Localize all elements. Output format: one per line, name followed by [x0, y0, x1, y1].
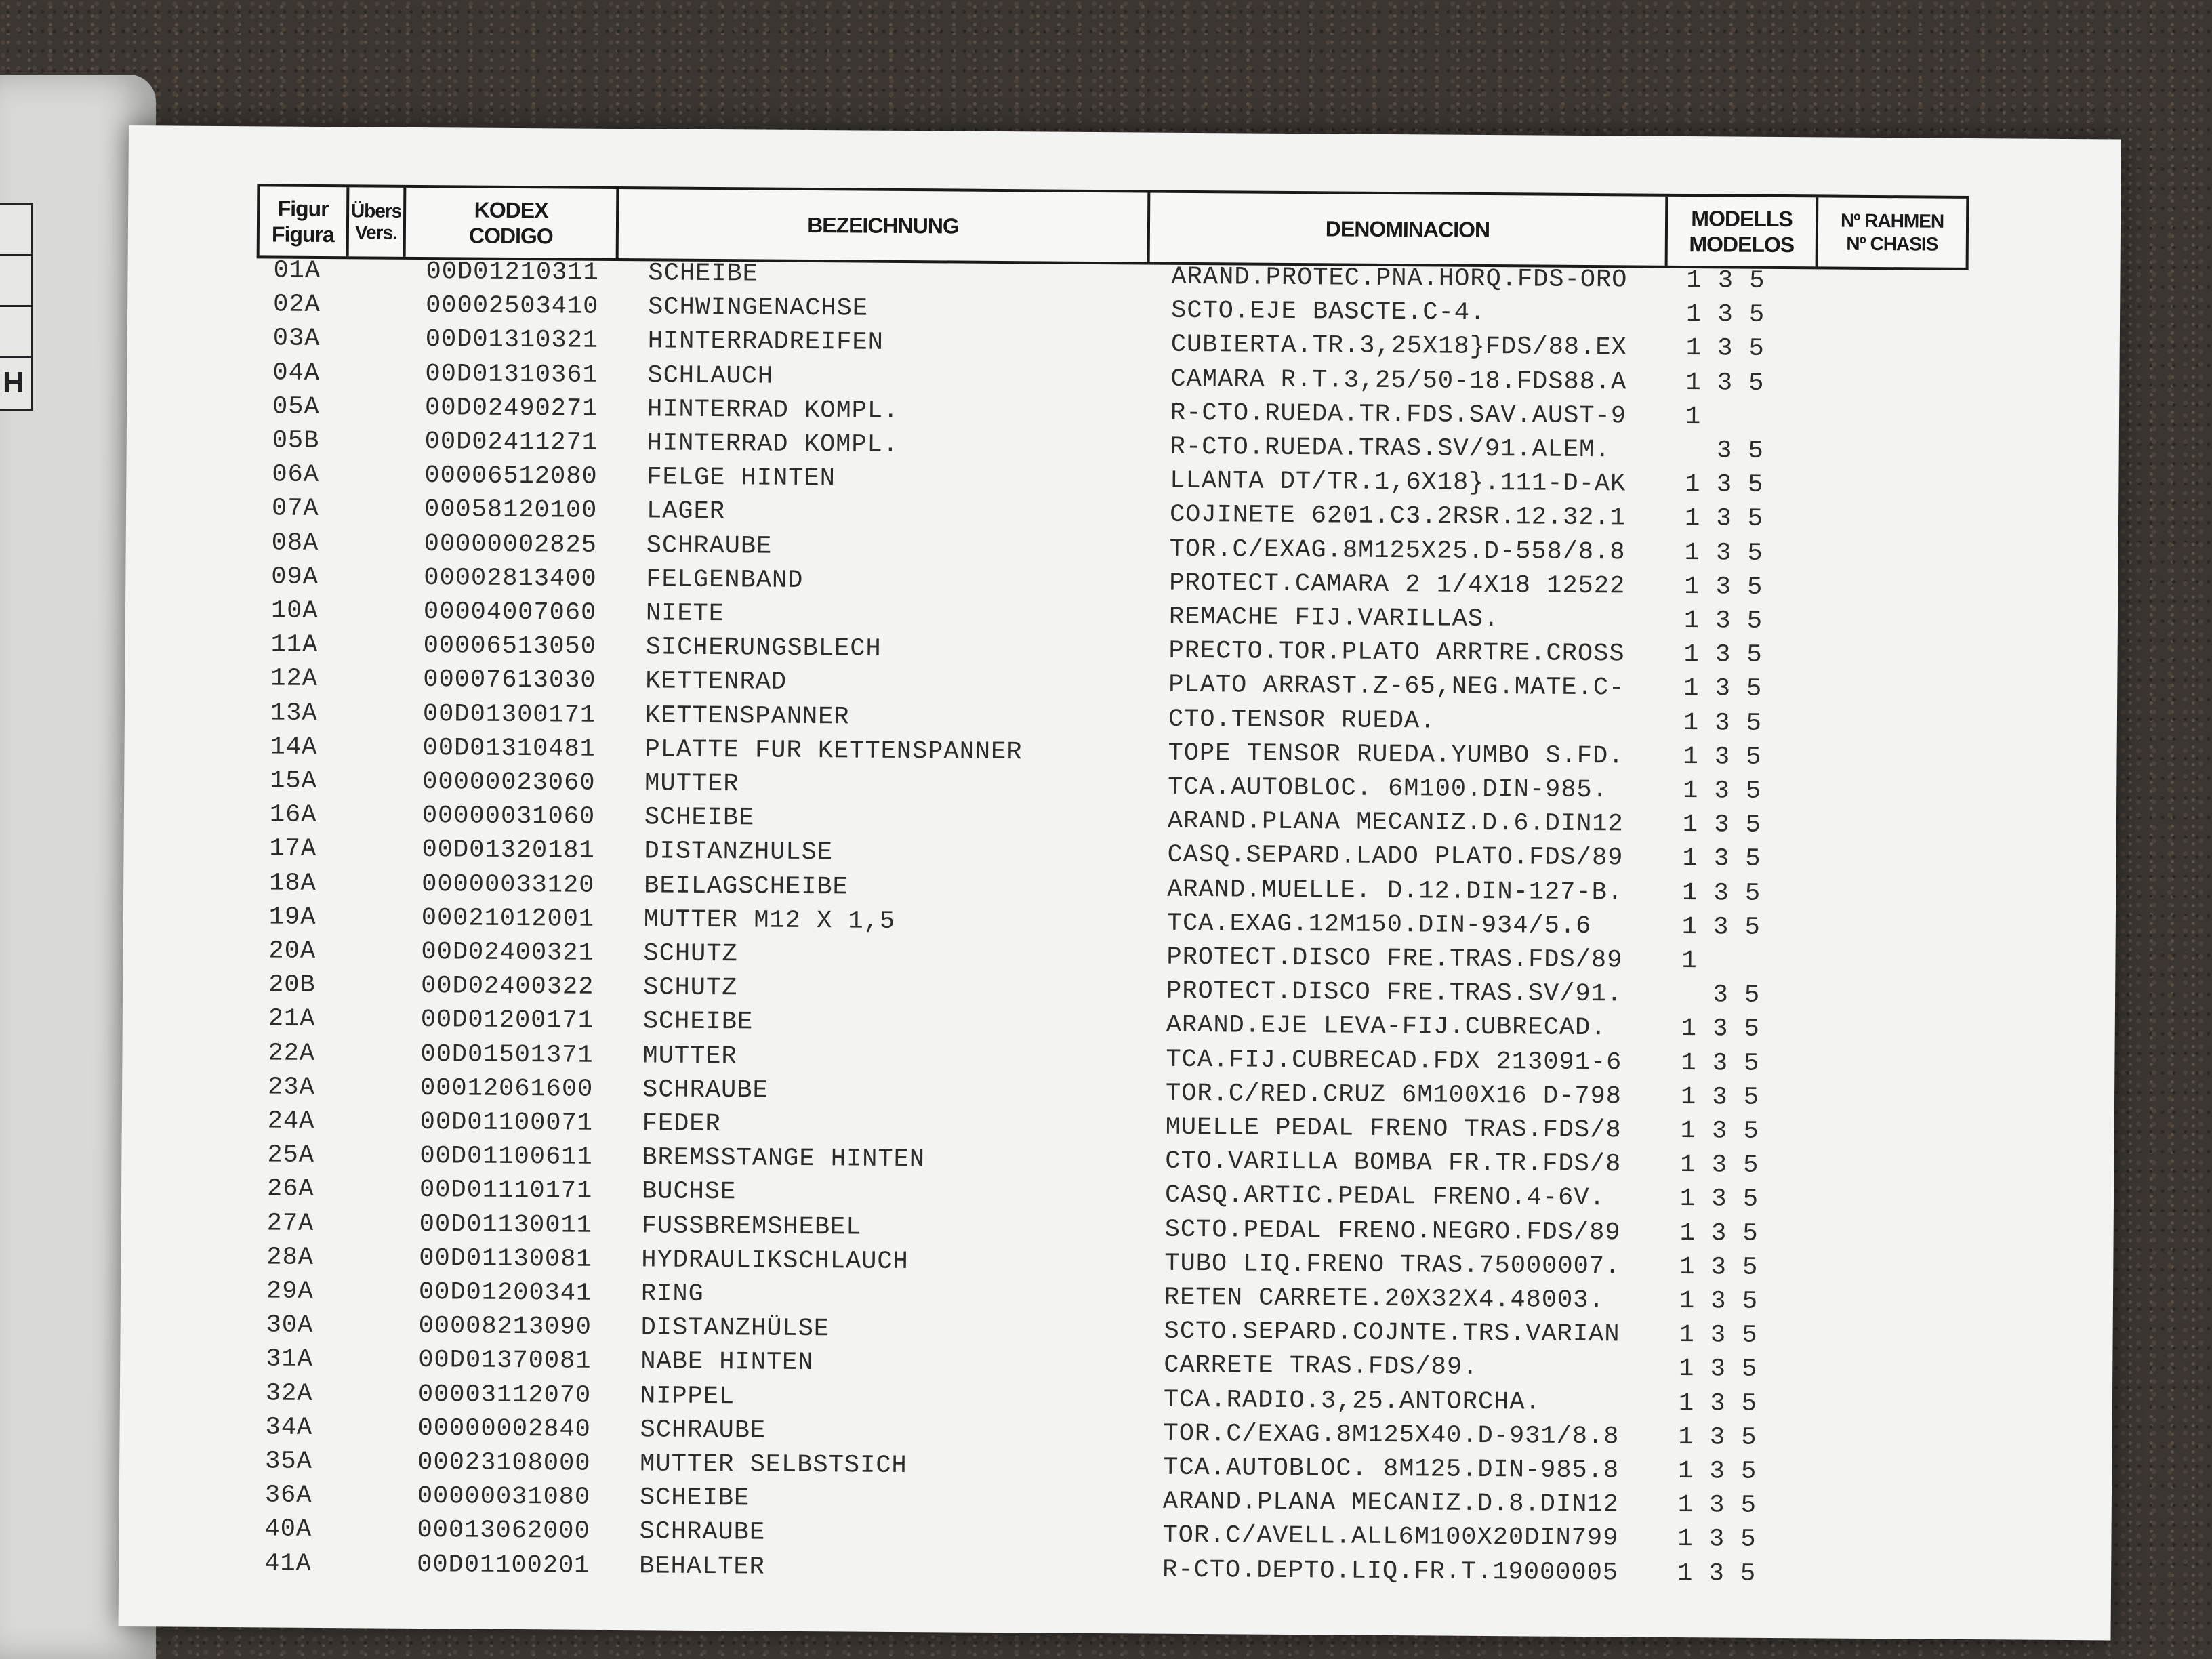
- denominacion-cell: CASQ.ARTIC.PEDAL FRENO.4-6V.: [1164, 1181, 1605, 1213]
- models-cell: 1 3 5: [1677, 1491, 1757, 1521]
- denominacion-cell: TCA.AUTOBLOC. 8M125.DIN-985.8: [1163, 1453, 1620, 1486]
- figure-cell: 07A: [271, 494, 319, 524]
- bezeichnung-cell: MUTTER M12 X 1,5: [643, 905, 896, 936]
- figure-cell: 17A: [269, 834, 317, 864]
- header-figur: [260, 186, 350, 256]
- figure-cell: 12A: [270, 664, 319, 694]
- code-cell: 00D01310321: [425, 325, 599, 356]
- bezeichnung-cell: SCHRAUBE: [642, 1076, 769, 1105]
- denominacion-cell: TOR.C/AVELL.ALL6M100X20DIN799: [1162, 1521, 1619, 1553]
- bezeichnung-cell: NIETE: [645, 599, 725, 629]
- code-cell: 00D02400322: [420, 972, 594, 1002]
- code-cell: 00002813400: [424, 563, 597, 594]
- code-cell: 00023108000: [417, 1448, 591, 1478]
- figure-cell: 01A: [273, 256, 321, 285]
- figure-cell: 36A: [264, 1481, 312, 1511]
- bezeichnung-cell: KETTENRAD: [645, 667, 787, 697]
- figure-cell: 26A: [266, 1174, 314, 1204]
- models-cell: 1 3 5: [1679, 1252, 1759, 1282]
- code-cell: 00D01100201: [417, 1550, 590, 1580]
- figure-cell: 05B: [272, 426, 320, 455]
- denominacion-cell: CAMARA R.T.3,25/50-18.FDS88.A: [1170, 365, 1627, 397]
- figure-cell: 30A: [266, 1311, 314, 1340]
- denominacion-cell: CTO.VARILLA BOMBA FR.TR.FDS/8: [1165, 1147, 1622, 1179]
- models-cell: 1 3 5: [1679, 1185, 1759, 1214]
- bezeichnung-cell: DISTANZHÜLSE: [640, 1313, 830, 1344]
- code-cell: 00D01320181: [422, 836, 595, 866]
- denominacion-cell: SCTO.SEPARD.COJNTE.TRS.VARIAN: [1164, 1317, 1620, 1349]
- denominacion-cell: ARAND.EJE LEVA-FIJ.CUBRECAD.: [1166, 1011, 1607, 1043]
- code-cell: 00000023060: [422, 768, 596, 798]
- models-cell: 1 3 5: [1682, 844, 1761, 874]
- figure-cell: 16A: [269, 800, 317, 830]
- figure-cell: 11A: [270, 630, 319, 660]
- models-cell: 1 3 5: [1683, 708, 1763, 738]
- code-cell: 00D01310481: [422, 733, 596, 764]
- code-cell: 00013062000: [417, 1516, 590, 1547]
- header-modells-de: MODELLS: [1691, 206, 1793, 232]
- code-cell: 00006512080: [424, 462, 598, 492]
- models-cell: 1 3 5: [1683, 777, 1762, 806]
- bezeichnung-cell: SCHEIBE: [642, 1007, 754, 1037]
- models-cell: 1 3 5: [1682, 811, 1762, 840]
- denominacion-cell: TOR.C/RED.CRUZ 6M100X16 D-798: [1165, 1079, 1622, 1111]
- header-rahmen: [1818, 197, 1967, 268]
- denominacion-cell: SCTO.PEDAL FRENO.NEGRO.FDS/89: [1164, 1215, 1621, 1248]
- denominacion-cell: TCA.EXAG.12M150.DIN-934/5.6: [1166, 909, 1592, 941]
- models-cell: 1 3 5: [1679, 1321, 1758, 1351]
- code-cell: 00006513050: [423, 632, 597, 662]
- code-cell: 00D01370081: [418, 1346, 592, 1376]
- models-cell: 3 5: [1685, 436, 1764, 466]
- denominacion-cell: ARAND.MUELLE. D.12.DIN-127-B.: [1167, 875, 1624, 907]
- bezeichnung-cell: SCHRAUBE: [646, 531, 773, 561]
- header-rahmen-de: Nº RAHMEN: [1840, 209, 1944, 232]
- bezeichnung-cell: HINTERRAD KOMPL.: [647, 395, 899, 426]
- models-cell: 1 3 5: [1686, 266, 1765, 295]
- figure-cell: 13A: [270, 699, 318, 728]
- code-cell: 00D01200341: [418, 1278, 592, 1308]
- code-cell: 00D01300171: [422, 699, 596, 730]
- denominacion-cell: TCA.FIJ.CUBRECAD.FDX 213091-6: [1166, 1045, 1622, 1078]
- header-kodex: [406, 188, 619, 258]
- code-cell: 00D02490271: [424, 393, 598, 424]
- code-cell: 00000031080: [417, 1482, 591, 1512]
- denominacion-cell: TUBO LIQ.FRENO TRAS.75000007.: [1164, 1249, 1621, 1282]
- header-ubers-de: Übers: [350, 200, 402, 222]
- denominacion-cell: REMACHE FIJ.VARILLAS.: [1168, 602, 1500, 634]
- models-cell: 1 3 5: [1681, 1015, 1760, 1044]
- bezeichnung-cell: MUTTER SELBSTSICH: [640, 1450, 907, 1481]
- figure-cell: 05A: [272, 392, 320, 422]
- code-cell: 00000033120: [422, 869, 595, 900]
- bezeichnung-cell: SCHEIBE: [648, 259, 759, 289]
- denominacion-cell: MUELLE PEDAL FRENO TRAS.FDS/8: [1165, 1113, 1622, 1145]
- code-cell: 00021012001: [421, 903, 595, 934]
- denominacion-cell: CASQ.SEPARD.LADO PLATO.FDS/89: [1167, 841, 1624, 873]
- bezeichnung-cell: DISTANZHULSE: [644, 837, 834, 867]
- models-cell: 1 3 5: [1685, 334, 1765, 364]
- models-cell: 1 3 5: [1677, 1559, 1757, 1589]
- bezeichnung-cell: FELGENBAND: [646, 565, 804, 595]
- header-kodex-de: KODEX: [474, 197, 548, 223]
- figure-cell: 18A: [269, 869, 316, 898]
- figure-cell: 41A: [264, 1549, 312, 1578]
- figure-cell: 29A: [266, 1277, 314, 1306]
- bezeichnung-cell: HINTERRAD KOMPL.: [647, 429, 899, 459]
- models-cell: 1 3 5: [1679, 1218, 1759, 1248]
- figure-cell: 35A: [265, 1447, 313, 1476]
- denominacion-cell: CARRETE TRAS.FDS/89.: [1164, 1351, 1479, 1382]
- bezeichnung-cell: SCHEIBE: [644, 803, 755, 833]
- models-cell: 3 5: [1681, 981, 1761, 1010]
- bezeichnung-cell: BEHALTER: [639, 1551, 765, 1582]
- models-cell: 1: [1681, 947, 1698, 976]
- bezeichnung-cell: BREMSSTANGE HINTEN: [642, 1143, 926, 1174]
- figure-cell: 34A: [265, 1413, 313, 1442]
- figure-cell: 15A: [270, 766, 318, 796]
- bezeichnung-cell: FELGE HINTEN: [647, 463, 836, 493]
- bezeichnung-cell: MUTTER: [642, 1041, 737, 1071]
- figure-cell: 06A: [272, 460, 320, 490]
- figure-cell: 27A: [266, 1209, 314, 1238]
- models-cell: 1 3 5: [1679, 1287, 1759, 1316]
- code-cell: 00D01100611: [419, 1142, 593, 1172]
- denominacion-cell: TCA.AUTOBLOC. 6M100.DIN-985.: [1168, 773, 1609, 805]
- denominacion-cell: TOR.C/EXAG.8M125X25.D-558/8.8: [1169, 535, 1626, 567]
- table-header: [257, 184, 1969, 270]
- code-cell: 00058120100: [424, 495, 598, 526]
- figure-cell: 09A: [271, 562, 319, 592]
- header-denominacion: DENOMINACION: [1150, 193, 1668, 266]
- figure-cell: 10A: [270, 596, 319, 626]
- parts-list-page: [119, 125, 2121, 1640]
- bezeichnung-cell: NABE HINTEN: [640, 1347, 814, 1378]
- code-cell: 00D01100071: [419, 1108, 594, 1138]
- bezeichnung-cell: HINTERRADREIFEN: [647, 327, 884, 358]
- figure-cell: 31A: [266, 1345, 314, 1374]
- code-cell: 00000031060: [422, 802, 596, 832]
- left-tab-letter: H: [3, 366, 24, 399]
- denominacion-cell: PROTECT.CAMARA 2 1/4X18 12522: [1169, 569, 1626, 601]
- denominacion-cell: RETEN CARRETE.20X32X4.48003.: [1164, 1283, 1605, 1315]
- code-cell: 00008213090: [418, 1312, 592, 1342]
- models-cell: 1 3 5: [1685, 470, 1764, 500]
- bezeichnung-cell: SCHUTZ: [642, 973, 738, 1003]
- header-vers: Vers.: [354, 222, 397, 243]
- bezeichnung-cell: KETTENSPANNER: [644, 701, 850, 732]
- models-cell: 1 3 5: [1683, 607, 1763, 636]
- bezeichnung-cell: LAGER: [646, 497, 726, 527]
- denominacion-cell: PLATO ARRAST.Z-65,NEG.MATE.C-: [1168, 671, 1625, 703]
- bezeichnung-cell: BUCHSE: [641, 1177, 737, 1207]
- bezeichnung-cell: SICHERUNGSBLECH: [645, 633, 882, 663]
- bezeichnung-cell: BEILAGSCHEIBE: [644, 871, 848, 902]
- models-cell: 1 3 5: [1679, 1355, 1758, 1385]
- header-figur-es: Figura: [271, 222, 334, 247]
- models-cell: 1 3 5: [1678, 1389, 1758, 1418]
- models-cell: 1 3 5: [1680, 1082, 1760, 1112]
- figure-cell: 03A: [272, 324, 321, 354]
- code-cell: 00003112070: [417, 1380, 592, 1410]
- models-cell: 1 3 5: [1685, 300, 1765, 330]
- header-bezeichnung: BEZEICHNUNG: [619, 189, 1151, 262]
- bezeichnung-cell: SCHUTZ: [643, 939, 738, 969]
- denominacion-cell: ARAND.PLANA MECANIZ.D.8.DIN12: [1162, 1487, 1619, 1519]
- figure-cell: 32A: [265, 1379, 313, 1408]
- denominacion-cell: PROTECT.DISCO FRE.TRAS.FDS/89: [1166, 943, 1623, 975]
- models-cell: 1 3 5: [1682, 878, 1761, 908]
- models-cell: 1 3 5: [1680, 1151, 1759, 1181]
- code-cell: 00004007060: [423, 598, 597, 628]
- header-ubers: [349, 187, 407, 257]
- models-cell: 1 3 5: [1683, 742, 1762, 772]
- bezeichnung-cell: SCHEIBE: [639, 1483, 750, 1513]
- header-modells: [1668, 197, 1819, 267]
- code-cell: 00D01110171: [419, 1176, 593, 1206]
- header-chasis-es: Nº CHASIS: [1846, 232, 1938, 255]
- bezeichnung-cell: PLATTE FUR KETTENSPANNER: [644, 735, 1023, 767]
- code-cell: 00D01130011: [419, 1210, 593, 1240]
- denominacion-cell: LLANTA DT/TR.1,6X18}.111-D-AK: [1170, 466, 1626, 499]
- models-cell: 1 3 5: [1684, 504, 1764, 534]
- denominacion-cell: PRECTO.TOR.PLATO ARRTRE.CROSS: [1168, 636, 1625, 669]
- bezeichnung-cell: SCHWINGENACHSE: [647, 293, 869, 323]
- figure-cell: 28A: [266, 1243, 314, 1272]
- figure-cell: 14A: [270, 733, 318, 762]
- denominacion-cell: PROTECT.DISCO FRE.TRAS.SV/91.: [1166, 977, 1623, 1009]
- bezeichnung-cell: SCHRAUBE: [640, 1416, 766, 1446]
- code-cell: 00D02411271: [424, 428, 598, 457]
- figure-cell: 08A: [271, 529, 319, 558]
- figure-cell: 23A: [267, 1073, 315, 1102]
- models-cell: 1 3 5: [1685, 368, 1765, 398]
- denominacion-cell: CTO.TENSOR RUEDA.: [1168, 705, 1436, 736]
- bezeichnung-cell: SCHLAUCH: [647, 361, 774, 391]
- denominacion-cell: R-CTO.DEPTO.LIQ.FR.T.19000005: [1162, 1555, 1619, 1587]
- figure-cell: 20B: [268, 970, 316, 1000]
- denominacion-cell: ARAND.PLANA MECANIZ.D.6.DIN12: [1167, 806, 1624, 839]
- header-codigo-es: CODIGO: [468, 223, 553, 249]
- models-cell: 1 3 5: [1680, 1117, 1759, 1146]
- models-cell: 1 3 5: [1681, 1048, 1760, 1078]
- figure-cell: 40A: [264, 1515, 312, 1544]
- code-cell: 00002503410: [426, 291, 599, 322]
- denominacion-cell: ARAND.PROTEC.PNA.HORQ.FDS-ORO: [1171, 262, 1628, 295]
- bezeichnung-cell: RING: [640, 1279, 704, 1309]
- models-cell: 1 3 5: [1678, 1422, 1757, 1452]
- denominacion-cell: SCTO.EJE BASCTE.C-4.: [1170, 296, 1486, 328]
- bezeichnung-cell: HYDRAULIKSCHLAUCH: [641, 1246, 909, 1276]
- figure-cell: 22A: [268, 1039, 316, 1068]
- models-cell: 1 3 5: [1683, 640, 1763, 670]
- bezeichnung-cell: MUTTER: [644, 769, 739, 799]
- bezeichnung-cell: NIPPEL: [640, 1381, 735, 1411]
- models-cell: 1 3 5: [1684, 572, 1763, 602]
- code-cell: 00000002840: [417, 1414, 591, 1444]
- models-cell: 1 3 5: [1684, 538, 1763, 568]
- code-cell: 00012061600: [419, 1073, 594, 1104]
- denominacion-cell: TOR.C/EXAG.8M125X40.D-931/8.8: [1163, 1419, 1620, 1452]
- models-cell: 1: [1685, 402, 1702, 432]
- figure-cell: 24A: [267, 1107, 315, 1136]
- models-cell: 1 3 5: [1681, 912, 1761, 942]
- figure-cell: 20A: [268, 937, 316, 966]
- bezeichnung-cell: FUSSBREMSHEBEL: [641, 1211, 862, 1242]
- figure-cell: 04A: [272, 359, 321, 388]
- bezeichnung-cell: FEDER: [642, 1109, 721, 1139]
- code-cell: 00D01130081: [419, 1244, 592, 1274]
- figure-cell: 21A: [268, 1004, 316, 1034]
- code-cell: 00007613030: [423, 665, 596, 696]
- models-cell: 1 3 5: [1677, 1525, 1757, 1555]
- code-cell: 00D01200171: [420, 1006, 594, 1036]
- code-cell: 00D01501371: [420, 1040, 594, 1070]
- denominacion-cell: R-CTO.RUEDA.TRAS.SV/91.ALEM.: [1170, 432, 1611, 465]
- code-cell: 00000002825: [424, 529, 598, 560]
- code-cell: 00D01310361: [425, 359, 598, 390]
- figure-cell: 25A: [267, 1141, 315, 1170]
- code-cell: 00D02400321: [421, 938, 594, 968]
- models-cell: 1 3 5: [1683, 674, 1763, 704]
- denominacion-cell: TOPE TENSOR RUEDA.YUMBO S.FD.: [1168, 739, 1624, 771]
- models-cell: 1 3 5: [1678, 1457, 1757, 1486]
- header-figur-de: Figur: [277, 196, 329, 222]
- bezeichnung-cell: SCHRAUBE: [639, 1517, 766, 1547]
- figure-cell: 19A: [268, 903, 316, 932]
- header-modelos-es: MODELOS: [1689, 232, 1795, 258]
- code-cell: 00D01210311: [426, 258, 599, 287]
- figure-cell: 02A: [273, 290, 321, 320]
- denominacion-cell: CUBIERTA.TR.3,25X18}FDS/88.EX: [1170, 331, 1627, 363]
- denominacion-cell: COJINETE 6201.C3.2RSR.12.32.1: [1169, 501, 1626, 533]
- denominacion-cell: TCA.RADIO.3,25.ANTORCHA.: [1163, 1385, 1541, 1417]
- denominacion-cell: R-CTO.RUEDA.TR.FDS.SAV.AUST-9: [1170, 398, 1627, 431]
